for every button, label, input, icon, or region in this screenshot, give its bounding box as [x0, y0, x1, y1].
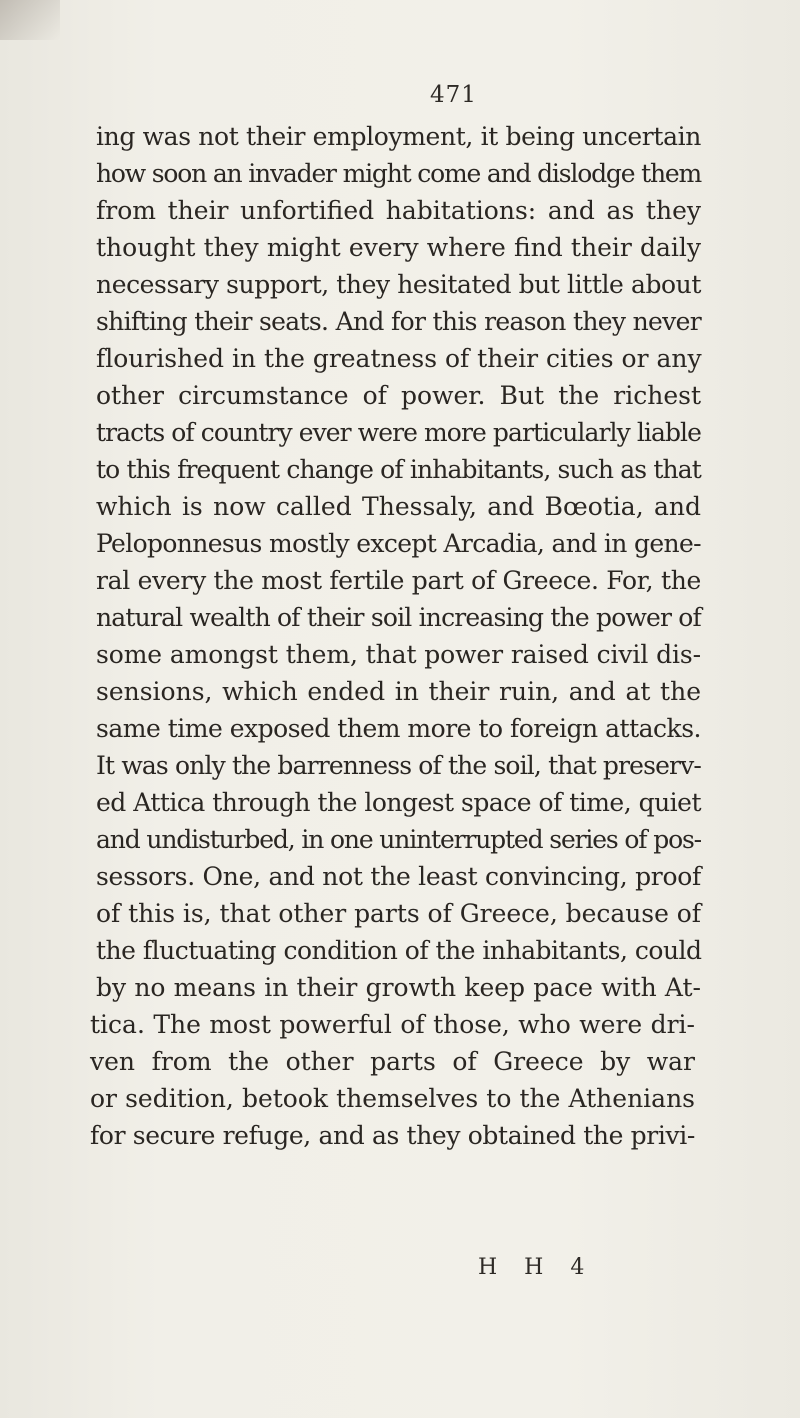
- text-line: ed Attica through the longest space of time, quiet: [96, 788, 701, 817]
- text-line: ral every the most fertile part of Greece. For, the: [96, 566, 701, 595]
- text-line: natural wealth of their soil increasing the power of: [96, 603, 701, 632]
- text-line: from their unfortified habitations: and as they: [96, 196, 701, 225]
- text-line: flourished in the greatness of their cities or any: [96, 344, 702, 373]
- text-line: which is now called Thessaly, and Bœotia, and: [96, 492, 701, 521]
- text-line: some amongst them, that power raised civil dis-: [96, 640, 701, 669]
- text-line: to this frequent change of inhabitants, such as that: [96, 455, 701, 484]
- text-line: shifting their seats. And for this reason they never: [96, 307, 701, 336]
- text-line: for secure refuge, and as they obtained the privi-: [90, 1121, 695, 1150]
- page-corner-shadow: [0, 0, 60, 40]
- text-line: or sedition, betook themselves to the Athenians: [90, 1084, 695, 1113]
- text-line: Peloponnesus mostly except Arcadia, and in gene-: [96, 529, 701, 558]
- text-line: It was only the barrenness of the soil, that preserv-: [96, 751, 701, 780]
- page-number: 471: [430, 82, 477, 108]
- text-line: same time exposed them more to foreign attacks.: [96, 714, 701, 743]
- text-line: tracts of country ever were more particularly liable: [96, 418, 701, 447]
- catchword-signature: H H 4: [478, 1255, 595, 1280]
- text-line: tica. The most powerful of those, who were dri-: [90, 1010, 695, 1039]
- text-line: ven from the other parts of Greece by war: [90, 1047, 695, 1076]
- text-line: other circumstance of power. But the richest: [96, 381, 701, 410]
- text-line: the fluctuating condition of the inhabitants, could: [96, 936, 702, 965]
- text-line: and undisturbed, in one uninterrupted series of pos-: [96, 825, 701, 854]
- text-line: how soon an invader might come and dislodge them: [96, 159, 701, 188]
- text-line: sessors. One, and not the least convincing, proof: [96, 862, 701, 891]
- text-line: sensions, which ended in their ruin, and at the: [96, 677, 701, 706]
- text-line: thought they might every where find their daily: [96, 233, 701, 262]
- text-line: by no means in their growth keep pace with At-: [96, 973, 701, 1002]
- text-line: necessary support, they hesitated but little about: [96, 270, 701, 299]
- text-line: ing was not their employment, it being uncertain: [96, 122, 701, 151]
- text-line: of this is, that other parts of Greece, because of: [96, 899, 702, 928]
